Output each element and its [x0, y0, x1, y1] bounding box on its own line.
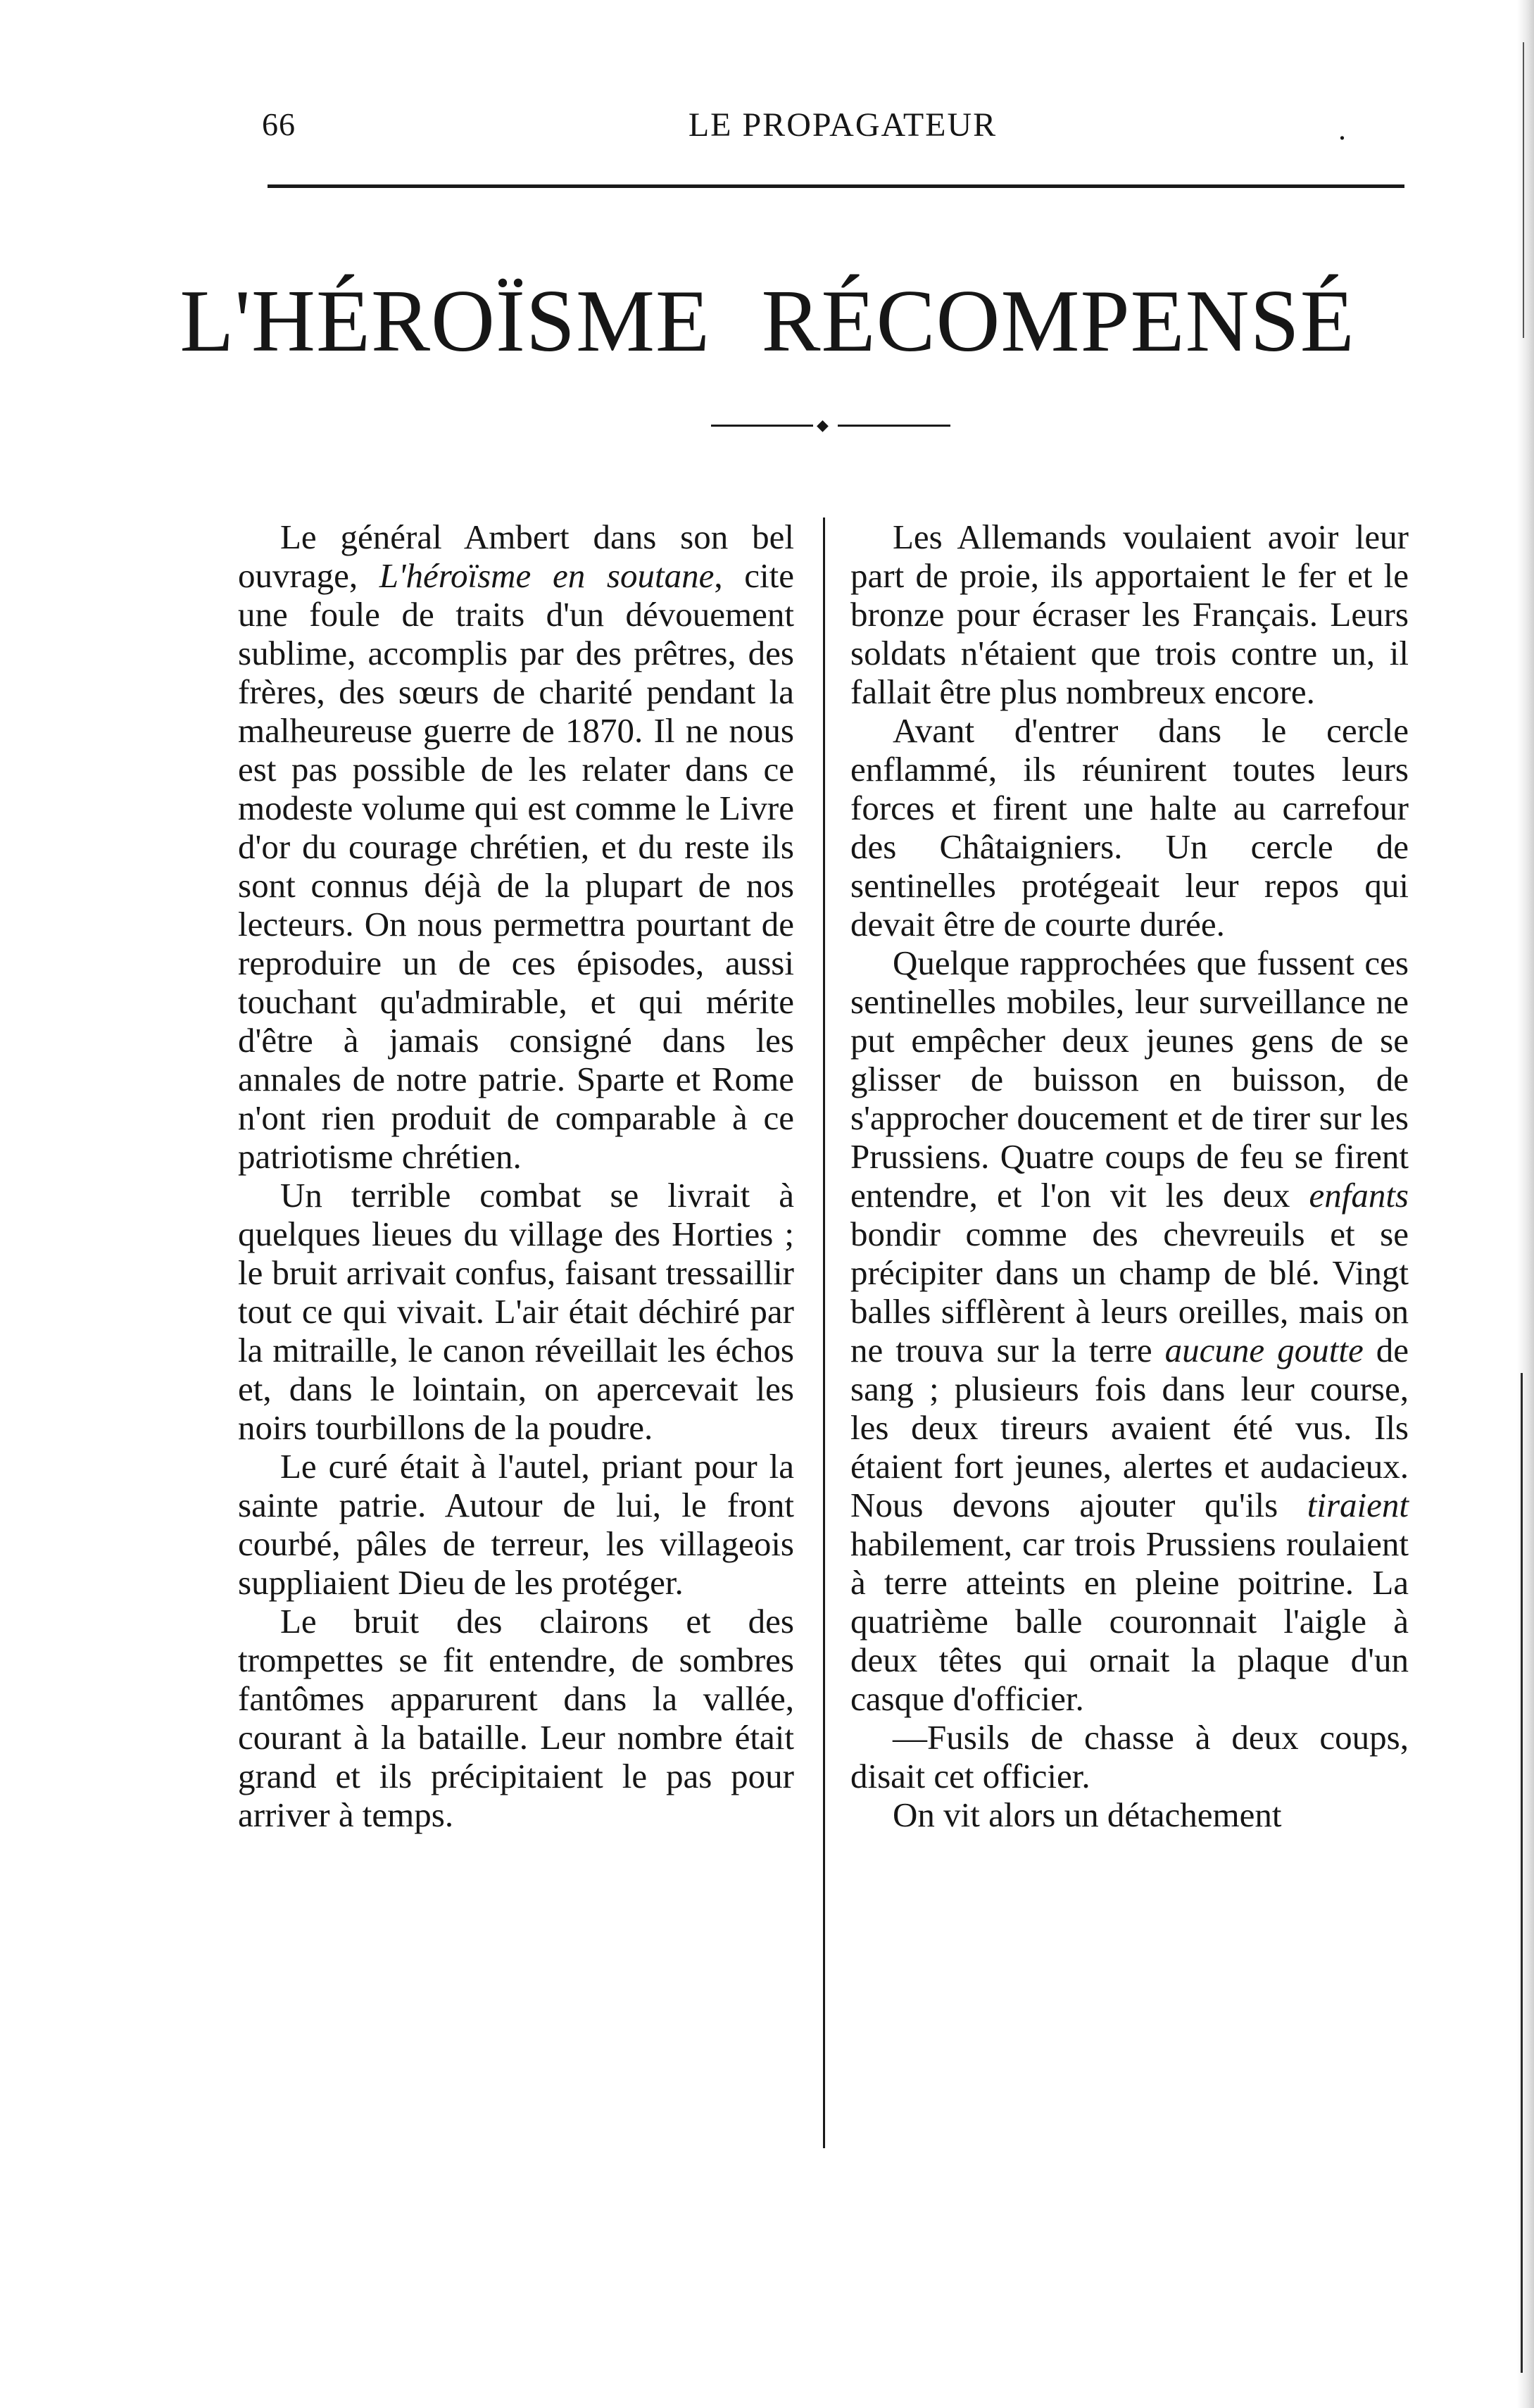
- paragraph: —Fusils de chasse à deux coups, disait cet officier.: [850, 1718, 1409, 1795]
- page-edge-line: [1521, 1373, 1523, 2373]
- header-rule: [268, 184, 1404, 188]
- book-title: L'héroïsme en soutane: [379, 556, 715, 595]
- page-edge-shadow: [1517, 0, 1534, 2408]
- paragraph: On vit alors un détachement: [893, 1795, 1282, 1834]
- paragraph: Quelque rapprochées que fussent ces sentinelles mobiles, leur surveillance ne put empêcher deux jeunes gens de se glisser de buisson en buisson, de s'approcher doucement et de tirer sur les Prussiens. Quatre coups de feu se firent entendre, et l'on vit les deux enfants bondir comme des chevreuils et se précipiter dans un champ de blé. Vingt balles sifflèrent à leurs oreilles, mais on ne trouva sur la terre aucune goutte de sang ; plusieurs fois dans leur course, les deux tireurs avaient été vus. Ils étaient fort jeunes, alertes et audacieux. Nous devons ajouter qu'ils tiraient habilement, car trois Prussiens roulaient à terre atteints en pleine poitrine. La quatrième balle couronnait l'aigle à deux têtes qui ornait la plaque d'un casque d'officier.: [850, 943, 1409, 1718]
- right-column: [850, 518, 1409, 1834]
- page-number: 66: [262, 106, 296, 142]
- page-header: [262, 106, 1423, 162]
- running-title: LE PROPAGATEUR: [688, 106, 998, 144]
- paragraph: Les Allemands voulaient avoir leur part de proie, ils apportaient le fer et le bronze pour écraser les Français. Leurs soldats n'étaient que trois contre un, il fallait être plus nombreux encore.: [850, 518, 1409, 711]
- paragraph: Un terrible combat se livrait à quelques lieues du village des Horties ; le bruit arrivait confus, faisant tressaillir tout ce qui vivait. L'air était déchiré par la mitraille, le canon réveillait les échos et, dans le lointain, on apercevait les noirs tourbillons de la poudre.: [238, 1176, 794, 1447]
- paragraph: Le curé était à l'autel, priant pour la sainte patrie. Autour de lui, le front courbé, pâles de terreur, les villageois suppliaient Dieu de les protéger.: [238, 1447, 794, 1602]
- column-divider: [823, 518, 825, 2148]
- title-ornament: ◆: [711, 421, 950, 429]
- paragraph: Le général Ambert dans son bel ouvrage, L'héroïsme en soutane, cite une foule de traits d'un dévouement sublime, accomplis par des prêtres, des frères, des sœurs de charité pendant la malheureuse guerre de 1870. Il ne nous est pas possible de les relater dans ce modeste volume qui est comme le Livre d'or du courage chrétien, et du reste ils sont connus déjà de la plupart de nos lecteurs. On nous permettra pourtant de reproduire un de ces épisodes, aussi touchant qu'admirable, et qui mérite d'être à jamais consigné dans les annales de notre patrie. Sparte et Rome n'ont rien produit de comparable à ce patriotisme chrétien.: [238, 518, 794, 1176]
- paragraph: Le bruit des clairons et des trompettes se fit entendre, de sombres fantômes apparurent dans la vallée, courant à la bataille. Leur nombre était grand et ils précipitaient le pas pour arriver à temps.: [238, 1602, 794, 1834]
- header-dot: .: [1338, 112, 1346, 146]
- article-title: L'HÉROÏSME RÉCOMPENSÉ: [180, 272, 1355, 370]
- page-edge-line-top: [1523, 42, 1524, 338]
- left-column: [238, 518, 794, 1834]
- paragraph: Avant d'entrer dans le cercle enflammé, ils réunirent toutes leurs forces et firent une halte au carrefour des Châtaigniers. Un cercle de sentinelles protégeait leur repos qui devait être de courte durée.: [850, 711, 1409, 943]
